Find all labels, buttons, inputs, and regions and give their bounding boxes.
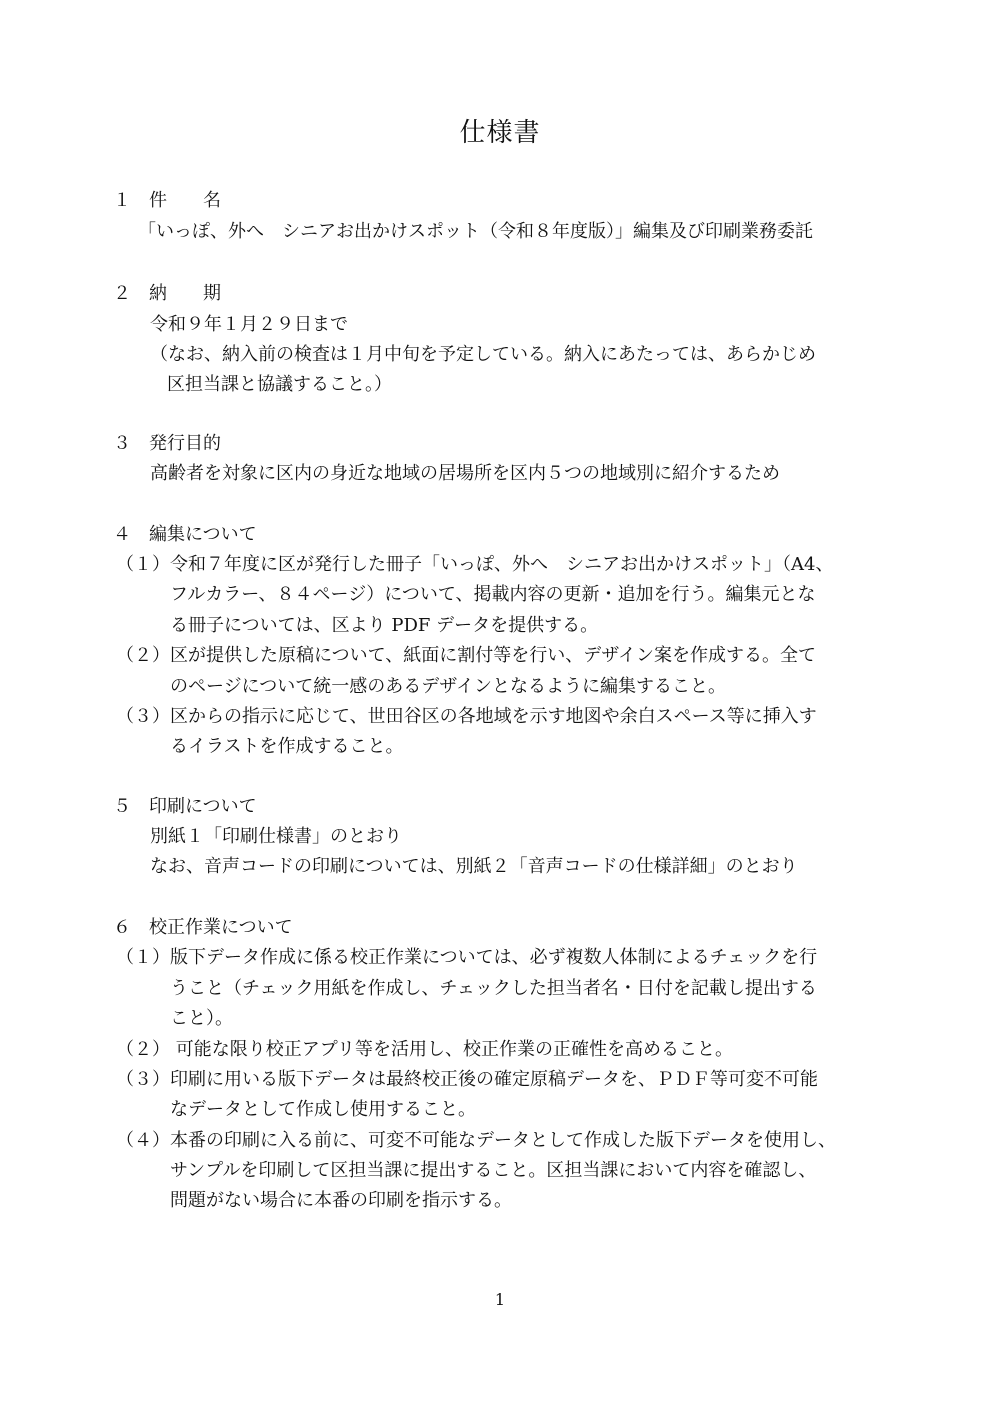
body-line: 高齢者を対象に区内の身近な地域の居場所を区内５つの地域別に紹介するため — [150, 463, 780, 484]
body-line: なお、音声コードの印刷については、別紙２「音声コードの仕様詳細」のとおり — [150, 856, 798, 877]
body-line: 令和９年１月２９日まで — [150, 314, 348, 335]
body-line: なデータとして作成し使用すること。 — [170, 1099, 476, 1120]
section-heading: ５ 印刷について — [113, 796, 257, 817]
body-line: （４）本番の印刷に入る前に、可変不可能なデータとして作成した版下データを使用し、 — [116, 1130, 836, 1151]
body-line: 区担当課と協議すること。） — [167, 374, 392, 395]
page-title: 仕様書 — [459, 118, 541, 148]
body-line: 別紙１「印刷仕様書」のとおり — [150, 826, 402, 847]
section-heading: １ 件 名 — [113, 190, 221, 211]
body-line: のページについて統一感のあるデザインとなるように編集すること。 — [170, 676, 727, 697]
body-line: （なお、納入前の検査は１月中旬を予定している。納入にあたっては、あらかじめ — [150, 344, 816, 365]
body-line: フルカラー、８４ページ）について、掲載内容の更新・追加を行う。編集元とな — [170, 584, 816, 605]
section-heading: ３ 発行目的 — [113, 433, 221, 454]
body-line: （３）区からの指示に応じて、世田谷区の各地域を示す地図や余白スペース等に挿入す — [116, 706, 817, 727]
body-line: （１）版下データ作成に係る校正作業については、必ず複数人体制によるチェックを行 — [116, 947, 818, 968]
body-line: （３）印刷に用いる版下データは最終校正後の確定原稿データを、ＰＤＦ等可変不可能 — [116, 1069, 818, 1090]
body-line: こと）。 — [170, 1008, 233, 1029]
body-line: るイラストを作成すること。 — [170, 736, 404, 757]
section-heading: ４ 編集について — [113, 524, 257, 545]
body-line: （２） 可能な限り校正アプリ等を活用し、校正作業の正確性を高めること。 — [116, 1039, 733, 1060]
section-heading: ６ 校正作業について — [113, 917, 293, 938]
body-line: （１）令和７年度に区が発行した冊子「いっぽ、外へ シニアお出かけスポット」（A4、 — [116, 554, 834, 575]
body-line: うこと（チェック用紙を作成し、チェックした担当者名・日付を記載し提出する — [170, 978, 817, 999]
section-heading: ２ 納 期 — [113, 283, 221, 304]
body-line: 「いっぽ、外へ シニアお出かけスポット（令和８年度版）」編集及び印刷業務委託 — [138, 221, 813, 242]
body-line: サンプルを印刷して区担当課に提出すること。区担当課において内容を確認し、 — [170, 1160, 817, 1181]
body-line: る冊子については、区より PDF データを提供する。 — [170, 615, 599, 636]
page-number: 1 — [494, 1290, 506, 1309]
body-line: （２）区が提供した原稿について、紙面に割付等を行い、デザイン案を作成する。全て — [116, 645, 817, 666]
body-line: 問題がない場合に本番の印刷を指示する。 — [170, 1190, 512, 1211]
